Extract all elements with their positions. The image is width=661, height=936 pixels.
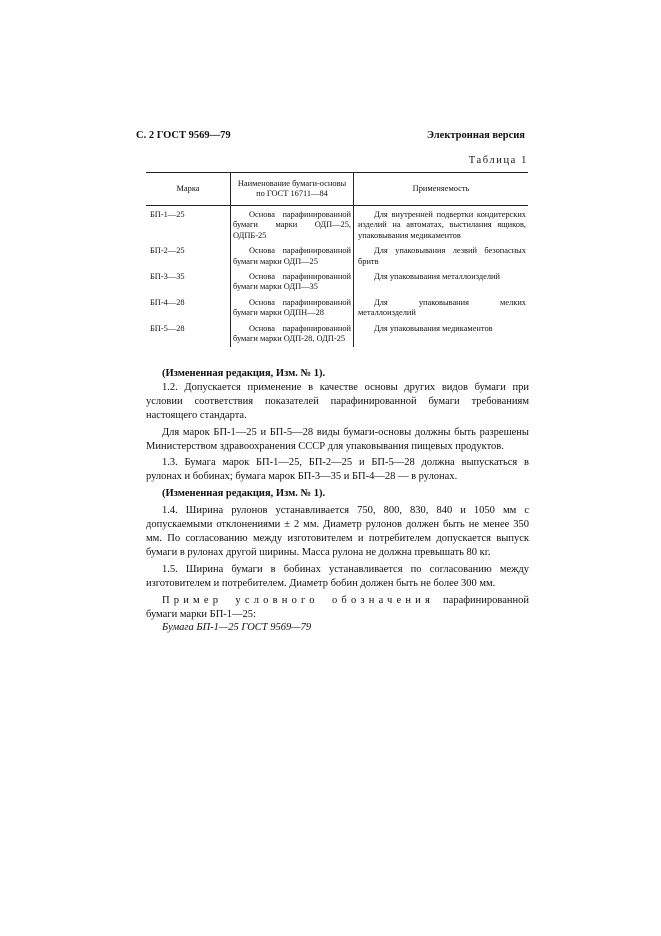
cell-mark: БП-2—25 bbox=[150, 246, 185, 256]
paragraph-1-2: 1.2. Допускается применение в качестве основы других видов бумаги при условии соответствия показателей парафинированной бумаги требованиям настоящего стандарта. bbox=[146, 381, 529, 421]
column-header-mark: Марка bbox=[146, 173, 231, 206]
paragraph-1-3: 1.3. Бумага марок БП-1—25, БП-2—25 и БП-5—28 должна выпускаться в рулонах и бобинах; бумага марок БП-3—35 и БП-4—28 — в рулонах. bbox=[146, 457, 529, 483]
cell-base: Основа парафинированной бумаги марки ОДП—35 bbox=[231, 267, 354, 293]
paragraph-1-2-continued: Для марок БП-1—25 и БП-5—28 виды бумаги-основы должны быть разрешены Министерством здравоохранения СССР для упаковывания пищевых продуктов. bbox=[146, 426, 529, 452]
cell-mark: БП-3—35 bbox=[150, 272, 185, 282]
column-header-base-paper: Наименование бумаги-основы по ГОСТ 16711—84 bbox=[231, 173, 354, 206]
table-caption: Таблица 1 bbox=[468, 155, 528, 166]
amendment-note: (Измененная редакция, Изм. № 1). bbox=[162, 368, 326, 379]
table-row bbox=[146, 267, 528, 293]
column-header-use: Применяемость bbox=[354, 173, 529, 206]
example-text: парафинированной бумаги марки БП-1—25: bbox=[146, 594, 529, 620]
cell-mark: БП-5—28 bbox=[150, 323, 185, 333]
cell-mark: БП-4—28 bbox=[150, 297, 185, 307]
cell-use: Для внутренней подвертки кондитерских изделий на автоматах, выстилания ящиков, упаковывания медикаментов bbox=[358, 210, 526, 240]
grades-table bbox=[146, 172, 528, 347]
table-row bbox=[146, 293, 528, 319]
cell-base: Основа парафинированной бумаги марки ОДПН—28 bbox=[231, 293, 354, 319]
page-number-standard: С. 2 ГОСТ 9569—79 bbox=[136, 130, 231, 141]
table-row bbox=[146, 241, 528, 267]
table-row bbox=[146, 319, 528, 348]
cell-base: Основа парафинированной бумаги марки ОДП—25, ОДПБ-25 bbox=[231, 206, 354, 242]
cell-mark: БП-1—25 bbox=[150, 210, 185, 219]
designation-example: Бумага БП-1—25 ГОСТ 9569—79 bbox=[162, 622, 312, 634]
cell-use: Для упаковывания металлоизделий bbox=[374, 272, 500, 282]
table-row bbox=[146, 206, 528, 242]
cell-use: Для упаковывания лезвий безопасных бритв bbox=[358, 246, 526, 266]
cell-base: Основа парафинированной бумаги марки ОДП-28, ОДП-25 bbox=[231, 319, 354, 348]
paragraph-1-4: 1.4. Ширина рулонов устанавливается 750, 800, 830, 840 и 1050 мм с допускаемыми отклонениями ± 2 мм. Диаметр рулонов должен быть не менее 350 мм. По согласованию между изготовителем и потребителем допускается выпуск бумаги в рулонах другой ширины. Масса рулона не должна превышать 80 кг. bbox=[146, 505, 529, 558]
amendment-note: (Измененная редакция, Изм. № 1). bbox=[162, 488, 326, 500]
cell-use: Для упаковывания мелких металлоизделий bbox=[358, 297, 526, 318]
example-heading: Пример условного обозначения bbox=[162, 594, 435, 606]
edition-label: Электронная версия bbox=[426, 130, 525, 141]
example-intro bbox=[146, 594, 529, 622]
table-header-row bbox=[146, 173, 528, 206]
document-body bbox=[146, 367, 529, 635]
cell-base: Основа парафинированной бумаги марки ОДП—25 bbox=[231, 241, 354, 267]
page-header bbox=[136, 130, 525, 146]
paragraph-1-5: 1.5. Ширина бумаги в бобинах устанавливается по согласованию между изготовителем и потребителем. Диаметр бобин должен быть не более 300 мм. bbox=[146, 563, 529, 589]
cell-use: Для упаковывания медикаментов bbox=[374, 323, 493, 333]
